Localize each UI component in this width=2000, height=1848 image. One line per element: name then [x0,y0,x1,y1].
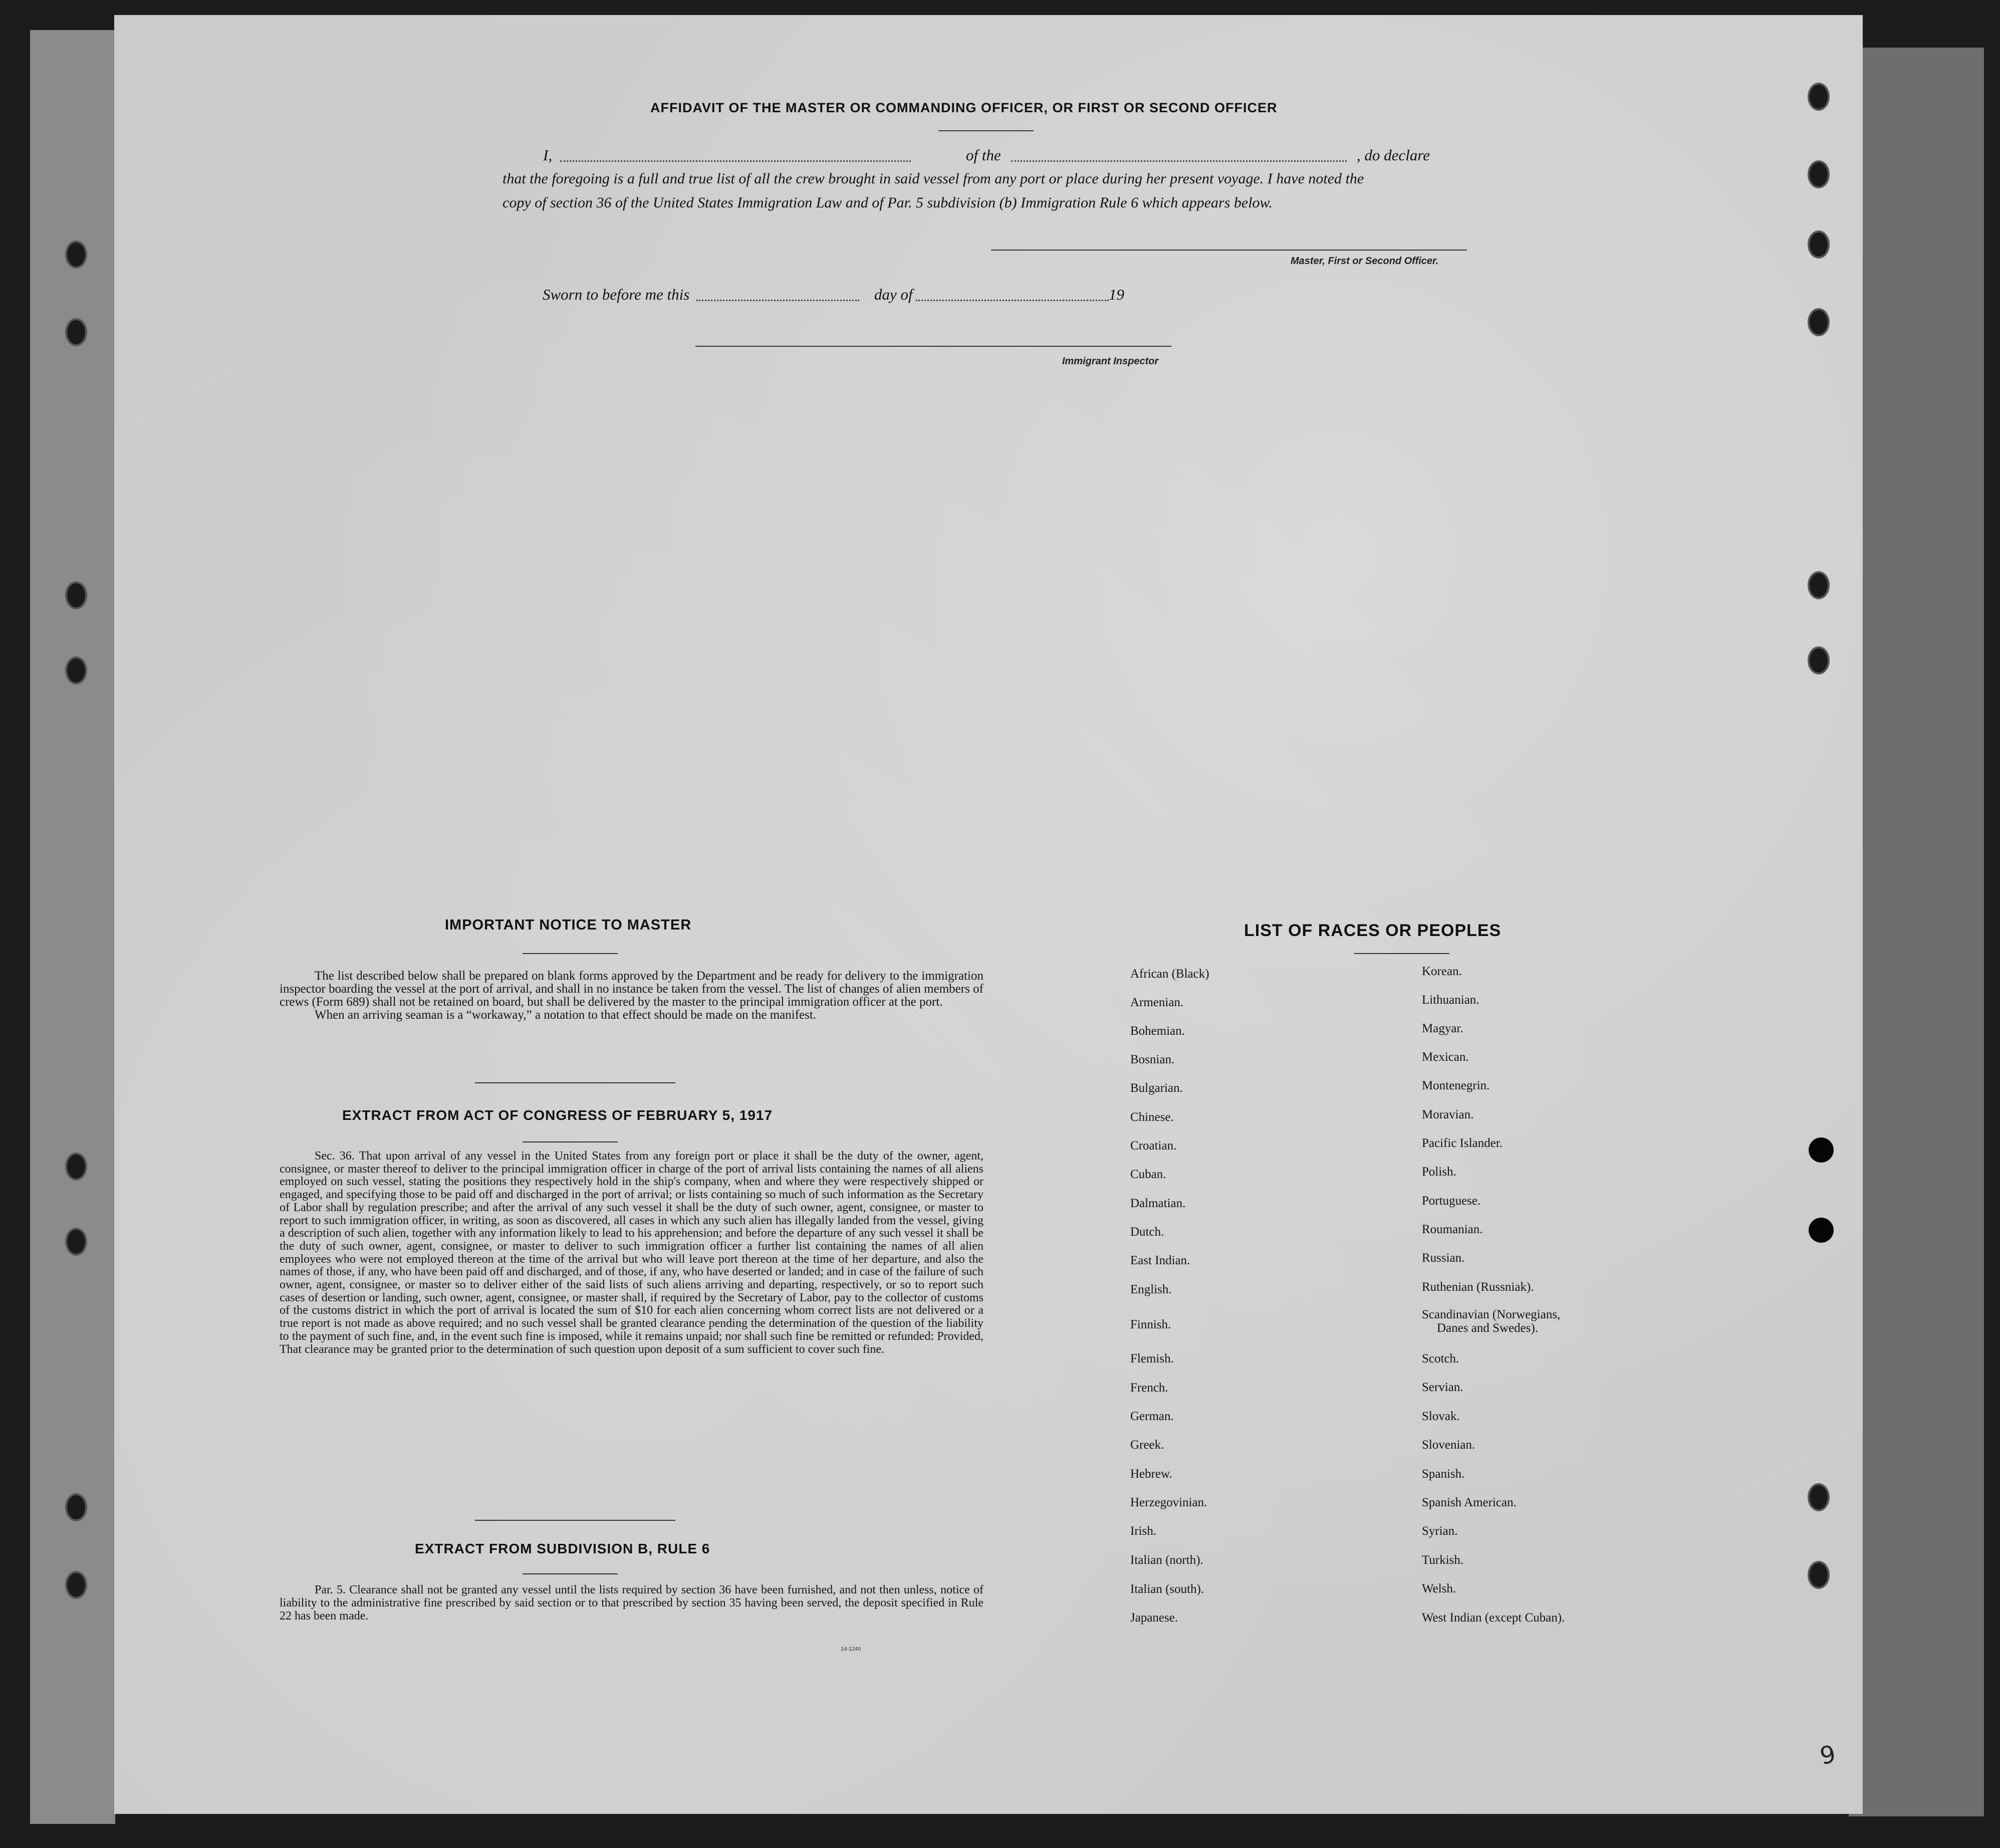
race-item: East Indian. [1130,1254,1190,1267]
race-item: Armenian. [1130,996,1184,1009]
notice-paragraph-2: When an arriving seaman is a “workaway,” a notation to that effect should be made on the manifest. [315,1008,817,1022]
act-extract-body [280,1150,983,1356]
race-item: Lithuanian. [1422,993,1479,1007]
binder-hole [1808,160,1830,188]
race-item: Servian. [1422,1380,1463,1394]
notice-title: IMPORTANT NOTICE TO MASTER [445,917,692,933]
act-rule [523,1141,618,1142]
inspector-caption: Immigrant Inspector [1062,356,1159,367]
race-item: Chinese. [1130,1110,1174,1124]
sworn-prefix: Sworn to before me this [543,286,690,303]
punch-hole [1809,1218,1834,1243]
race-item: English. [1130,1283,1172,1296]
race-item: Italian (south). [1130,1582,1204,1596]
race-item: Welsh. [1422,1582,1456,1595]
race-item: Finnish. [1130,1318,1171,1331]
race-item: Danes and Swedes). [1437,1321,1539,1335]
race-item: Hebrew. [1130,1467,1172,1481]
race-item: Slovak. [1422,1410,1460,1423]
form-page [114,15,1863,1814]
race-item: Montenegrin. [1422,1079,1490,1092]
race-item: Dutch. [1130,1225,1164,1239]
affidavit-line1-suffix: , do declare [1357,146,1430,164]
binder-hole [65,241,87,269]
race-item: Roumanian. [1422,1223,1483,1236]
inspector-signature-line[interactable] [695,346,1171,347]
race-item: Irish. [1130,1524,1157,1538]
affidavit-line3: copy of section 36 of the United States Immigration Law and of Par. 5 subdivision (b) Immigration Rule 6 which appears below. [503,194,1273,211]
vessel-field[interactable] [1011,160,1347,162]
binder-hole [65,1571,87,1599]
race-item: Portuguese. [1422,1194,1481,1208]
binder-hole [1808,308,1830,336]
punch-hole [1809,1137,1834,1163]
binder-hole [1808,646,1830,674]
binder-hole [65,1152,87,1181]
race-item: Scandinavian (Norwegians, [1422,1308,1561,1321]
binder-hole [1808,1561,1830,1589]
binder-hole [65,1228,87,1256]
race-item: Russian. [1422,1251,1465,1265]
sworn-year: 19 [1109,286,1124,303]
race-item: Mexican. [1422,1050,1469,1064]
act-extract-title: EXTRACT FROM ACT OF CONGRESS OF FEBRUARY 5, 1917 [342,1107,773,1123]
race-item: Scotch. [1422,1352,1459,1365]
races-title: LIST OF RACES OR PEOPLES [1244,921,1502,940]
signature-line[interactable] [991,250,1467,251]
form-number: 14-1240 [841,1646,861,1652]
affidavit-title: AFFIDAVIT OF THE MASTER OR COMMANDING OFFICER, OR FIRST OR SECOND OFFICER [650,100,1278,115]
section-divider [475,1520,675,1521]
sworn-month-field[interactable] [916,300,1109,301]
affidavit-line1-mid: of the [966,146,1001,164]
race-item: Polish. [1422,1165,1456,1179]
race-item: French. [1130,1381,1168,1395]
race-item: African (Black) [1130,967,1209,981]
binder-hole [1808,230,1830,259]
race-item: Moravian. [1422,1108,1474,1121]
race-item: Pacific Islander. [1422,1136,1503,1150]
affidavit-line2: that the foregoing is a full and true list of all the crew brought in said vessel from any port or place during her present voyage. I have noted the [503,170,1364,187]
race-item: Croatian. [1130,1139,1177,1152]
race-item: German. [1130,1410,1174,1423]
race-item: Flemish. [1130,1352,1174,1365]
rule-extract-text: Par. 5. Clearance shall not be granted any vessel until the lists required by section 36 have been furnished, and not then unless, notice of liability to the administrative fine prescribed by said section or to that prescribed by section 35 having been served, the deposit specified in Rule 22 has been made. [280,1583,983,1623]
section-divider [475,1082,675,1083]
binder-hole [1808,1483,1830,1511]
rule-extract-title: EXTRACT FROM SUBDIVISION B, RULE 6 [415,1541,710,1556]
binder-hole [1808,571,1830,599]
notice-body [280,970,983,1022]
race-item: Italian (north). [1130,1553,1203,1567]
sworn-day-field[interactable] [696,300,859,301]
race-item: Dalmatian. [1130,1197,1186,1210]
binder-hole [65,656,87,684]
binder-strip [30,30,115,1824]
race-item: Syrian. [1422,1524,1458,1538]
notice-paragraph-1: The list described below shall be prepared on blank forms approved by the Department and be ready for delivery to the immigration inspector boarding the vessel at the port of arrival, and shall in no instance be taken from the vessel. The list of changes of alien members of crews (Form 689) shall not be retained on board, but shall be delivered by the master to the principal immigration officer at the port. [280,969,983,1009]
race-item: Spanish. [1422,1467,1465,1481]
race-item: Bosnian. [1130,1053,1175,1066]
race-item: Bohemian. [1130,1024,1185,1038]
race-item: Japanese. [1130,1611,1178,1625]
sworn-mid: day of [874,286,913,303]
race-item: Cuban. [1130,1168,1166,1181]
act-extract-text: Sec. 36. That upon arrival of any vessel in the United States from any foreign port or place it shall be the duty of the owner, agent, consignee, or master thereof to deliver to the principal immigration officer in charge of the port of arrival lists containing the names of all aliens employed on such vessel, stating the positions they respectively hold in the ship's company, when and where they were respectively shipped or engaged, and specifying those to be paid off and discharged in the port of arrival; or lists containing so much of such information as the Secretary of Labor shall by regulation prescribe; and after the arrival of any such vessel it shall be the duty of such owner, agent, consignee, or master to report to such immigration officer, in writing, as soon as discovered, all cases in which any such alien has illegally landed from the vessel, giving a description of such alien, together with any information likely to lead to his apprehension; and before the departure of any such vessel it shall be the duty of such owner, agent, consignee, or master to deliver to such immigration officer a further list containing the names of all alien employees who were not employed thereon at the time of the arrival but who will leave port thereon at the time of her departure, and also the names of those, if any, who have been paid off and discharged, and of those, if any, who have deserted or landed; and in case of the failure of such owner, agent, consignee, or master so to deliver either of the said lists of such aliens arriving and departing, respectively, or so to report such cases of desertion or landing, such owner, agent, consignee, or master shall, if required by the Secretary of Labor, pay to the collector of customs of the customs district in which the port of arrival is located the sum of $10 for each alien concerning whom correct lists are not delivered or a true report is not made as above required; and no such vessel shall be granted clearance pending the determination of the question of the liability to the payment of such fine, and, in the event such fine is imposed, while it remains unpaid; nor shall such fine be remitted or refunded: Provided, That clearance may be granted prior to the determination of such question upon deposit of a sum sufficient to cover such fine. [280,1149,983,1356]
race-item: Magyar. [1422,1022,1463,1035]
race-item: Bulgarian. [1130,1081,1183,1095]
binder-hole [65,581,87,609]
title-rule [938,130,1034,131]
race-item: Greek. [1130,1438,1164,1452]
race-item: Spanish American. [1422,1496,1517,1509]
affidavit-line1-prefix: I, [543,146,553,164]
rule-extract-body [280,1583,983,1623]
rule-rule [523,1573,618,1574]
race-item: Turkish. [1422,1553,1464,1567]
binder-hole [65,1493,87,1521]
binder-hole [1808,83,1830,111]
race-item: West Indian (except Cuban). [1422,1611,1565,1625]
race-item: Korean. [1422,965,1462,978]
race-item: Herzegovinian. [1130,1496,1207,1509]
name-field[interactable] [560,160,911,162]
signature-caption: Master, First or Second Officer. [1291,256,1439,267]
notice-rule [523,953,618,954]
race-item: Ruthenian (Russniak). [1422,1280,1534,1294]
underlying-page [1849,48,1984,1816]
binder-hole [65,318,87,346]
races-rule [1354,953,1449,954]
handwritten-page-number: 9 [1818,1740,1838,1771]
race-item: Slovenian. [1422,1438,1475,1452]
